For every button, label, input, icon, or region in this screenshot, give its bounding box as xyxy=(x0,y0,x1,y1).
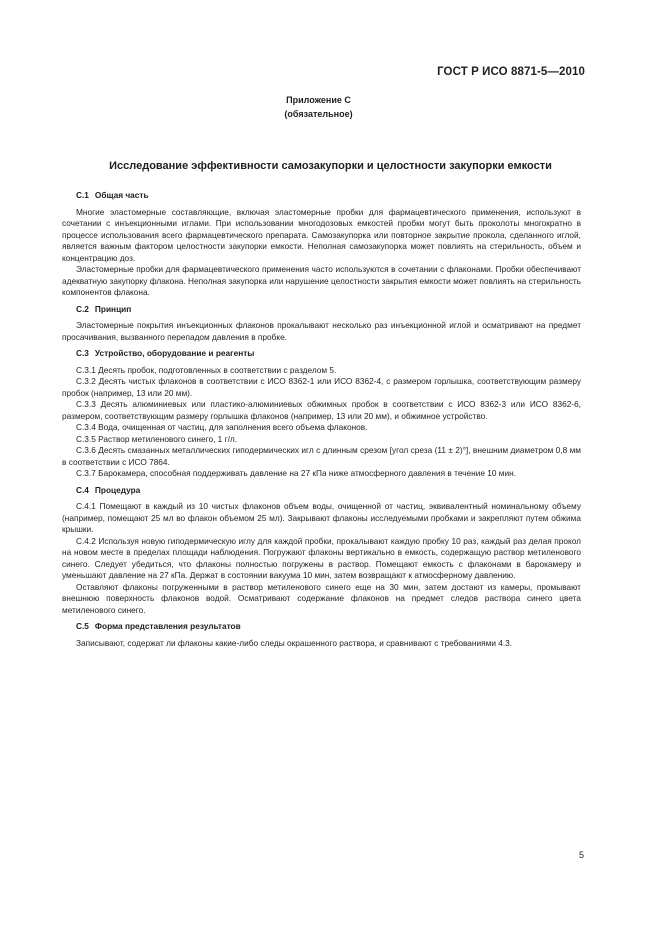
paragraph: С.3.3 Десять алюминиевых или пластико-алюминиевых обжимных пробок в соответствии с ИСО 8362-3 или ИСО 8362-6, размером, соответствующим размеру горлышка флаконов (например, 13 или 20 мм), и обжимное устройство. xyxy=(62,399,581,421)
paragraph: С.3.6 Десять смазанных металлических гиподермических игл с длинным срезом [угол среза (11 ± 2)°], внешним диаметром 0,8 мм в соответствии с ИСО 7864. xyxy=(62,445,581,467)
section-heading-c5 xyxy=(62,621,581,633)
section-title: Общая часть xyxy=(94,190,149,200)
paragraph: С.3.4 Вода, очищенная от частиц, для заполнения всего объема флаконов. xyxy=(76,422,368,432)
section-heading-c1 xyxy=(62,190,581,202)
paragraph: Многие эластомерные составляющие, включая эластомерные пробки для фармацевтического применения, используют в сочетании с инъекционными иглами. При использовании многодозовых емкостей пробки могут быть проколоты многократно в процессе использования всего фармацевтического препарата. Самозакупорка или повторное закрытие прокола, сделанного иглой, является важным фактором целостности закупорки емкости. Неполная самозакупорка может повлиять на стерильность, объем и концентрацию доз. xyxy=(62,206,581,263)
section-number: С.3 xyxy=(76,348,89,358)
section-heading-c3 xyxy=(62,348,581,360)
section-heading-c4 xyxy=(62,485,581,497)
section-number: С.2 xyxy=(76,303,89,314)
standard-code-header: ГОСТ Р ИСО 8871-5—2010 xyxy=(437,66,585,78)
section-number: С.4 xyxy=(76,484,89,495)
paragraph: Эластомерные пробки для фармацевтического применения часто используются в сочетании с флаконами. Пробки обеспечивают адекватную закупорку флакона. Неполная закупорка или нарушение целостности закрытия емкости может повлиять на стерильность компонентов флакона. xyxy=(62,264,581,297)
section-number: С.1 xyxy=(76,190,89,200)
paragraph: С.4.1 Помещают в каждый из 10 чистых флаконов объем воды, очищенной от частиц, эквивалентный номинальному объему (например, помещают 25 мл во флакон объемом 25 мл). Закрывают флаконы исследуемыми пробками и закрепляют путем обжима крышки. xyxy=(62,501,581,534)
section-title: Устройство, оборудование и реагенты xyxy=(94,348,255,358)
section-title: Процедура xyxy=(94,484,141,495)
paragraph: С.3.1 Десять пробок, подготовленных в соответствии с разделом 5. xyxy=(76,364,337,375)
page-number: 5 xyxy=(578,850,584,860)
section-title: Форма представления результатов xyxy=(94,621,241,631)
paragraph: Записывают, содержат ли флаконы какие-либо следы окрашенного раствора, и сравнивают с требованиями 4.3. xyxy=(76,637,513,648)
appendix-label: Приложение С xyxy=(286,95,351,105)
paragraph: С.3.5 Раствор метиленового синего, 1 г/л. xyxy=(76,433,238,444)
paragraph: Эластомерные покрытия инъекционных флаконов прокалывают несколько раз инъекционной иглой и осматривают на предмет просачивания, вызванного перепадом давления в пробке. xyxy=(62,320,581,342)
appendix-title: Исследование эффективности самозакупорки и целостности закупорки емкости xyxy=(109,160,552,172)
paragraph: С.4.2 Используя новую гиподермическую иглу для каждой пробки, прокалывают каждую пробку 10 раз, каждый раз делая прокол на новом месте в пределах площади наблюдения. Погружают флаконы вертикально в емкость, содержащую раствор метиленового синего. Следует убедиться, что флаконы полностью погружены в раствор. Помещают емкость с флаконами в барокамеру и уменьшают давление на 27 кПа. Держат в состоянии вакуума 10 мин, затем возвращают к атмосферному давлению. xyxy=(62,535,581,580)
appendix-status: (обязательное) xyxy=(284,109,353,119)
section-title: Принцип xyxy=(94,303,132,314)
paragraph: Оставляют флаконы погруженными в раствор метиленового синего еще на 30 мин, затем достают из камеры, промывают внешнюю поверхность флаконов водой. Осматривают содержание флаконов на предмет следов раствора синего цвета метиленового синего. xyxy=(62,581,581,615)
paragraph: С.3.7 Барокамера, способная поддерживать давление на 27 кПа ниже атмосферного давления в течение 10 мин. xyxy=(76,468,517,478)
document-body xyxy=(62,190,581,649)
section-heading-c2 xyxy=(62,304,581,316)
section-number: С.5 xyxy=(76,621,89,631)
paragraph: С.3.2 Десять чистых флаконов в соответствии с ИСО 8362-1 или ИСО 8362-4, с размером горлышка, соответствующим размеру пробок (например, 13 или 20 мм). xyxy=(62,376,581,398)
